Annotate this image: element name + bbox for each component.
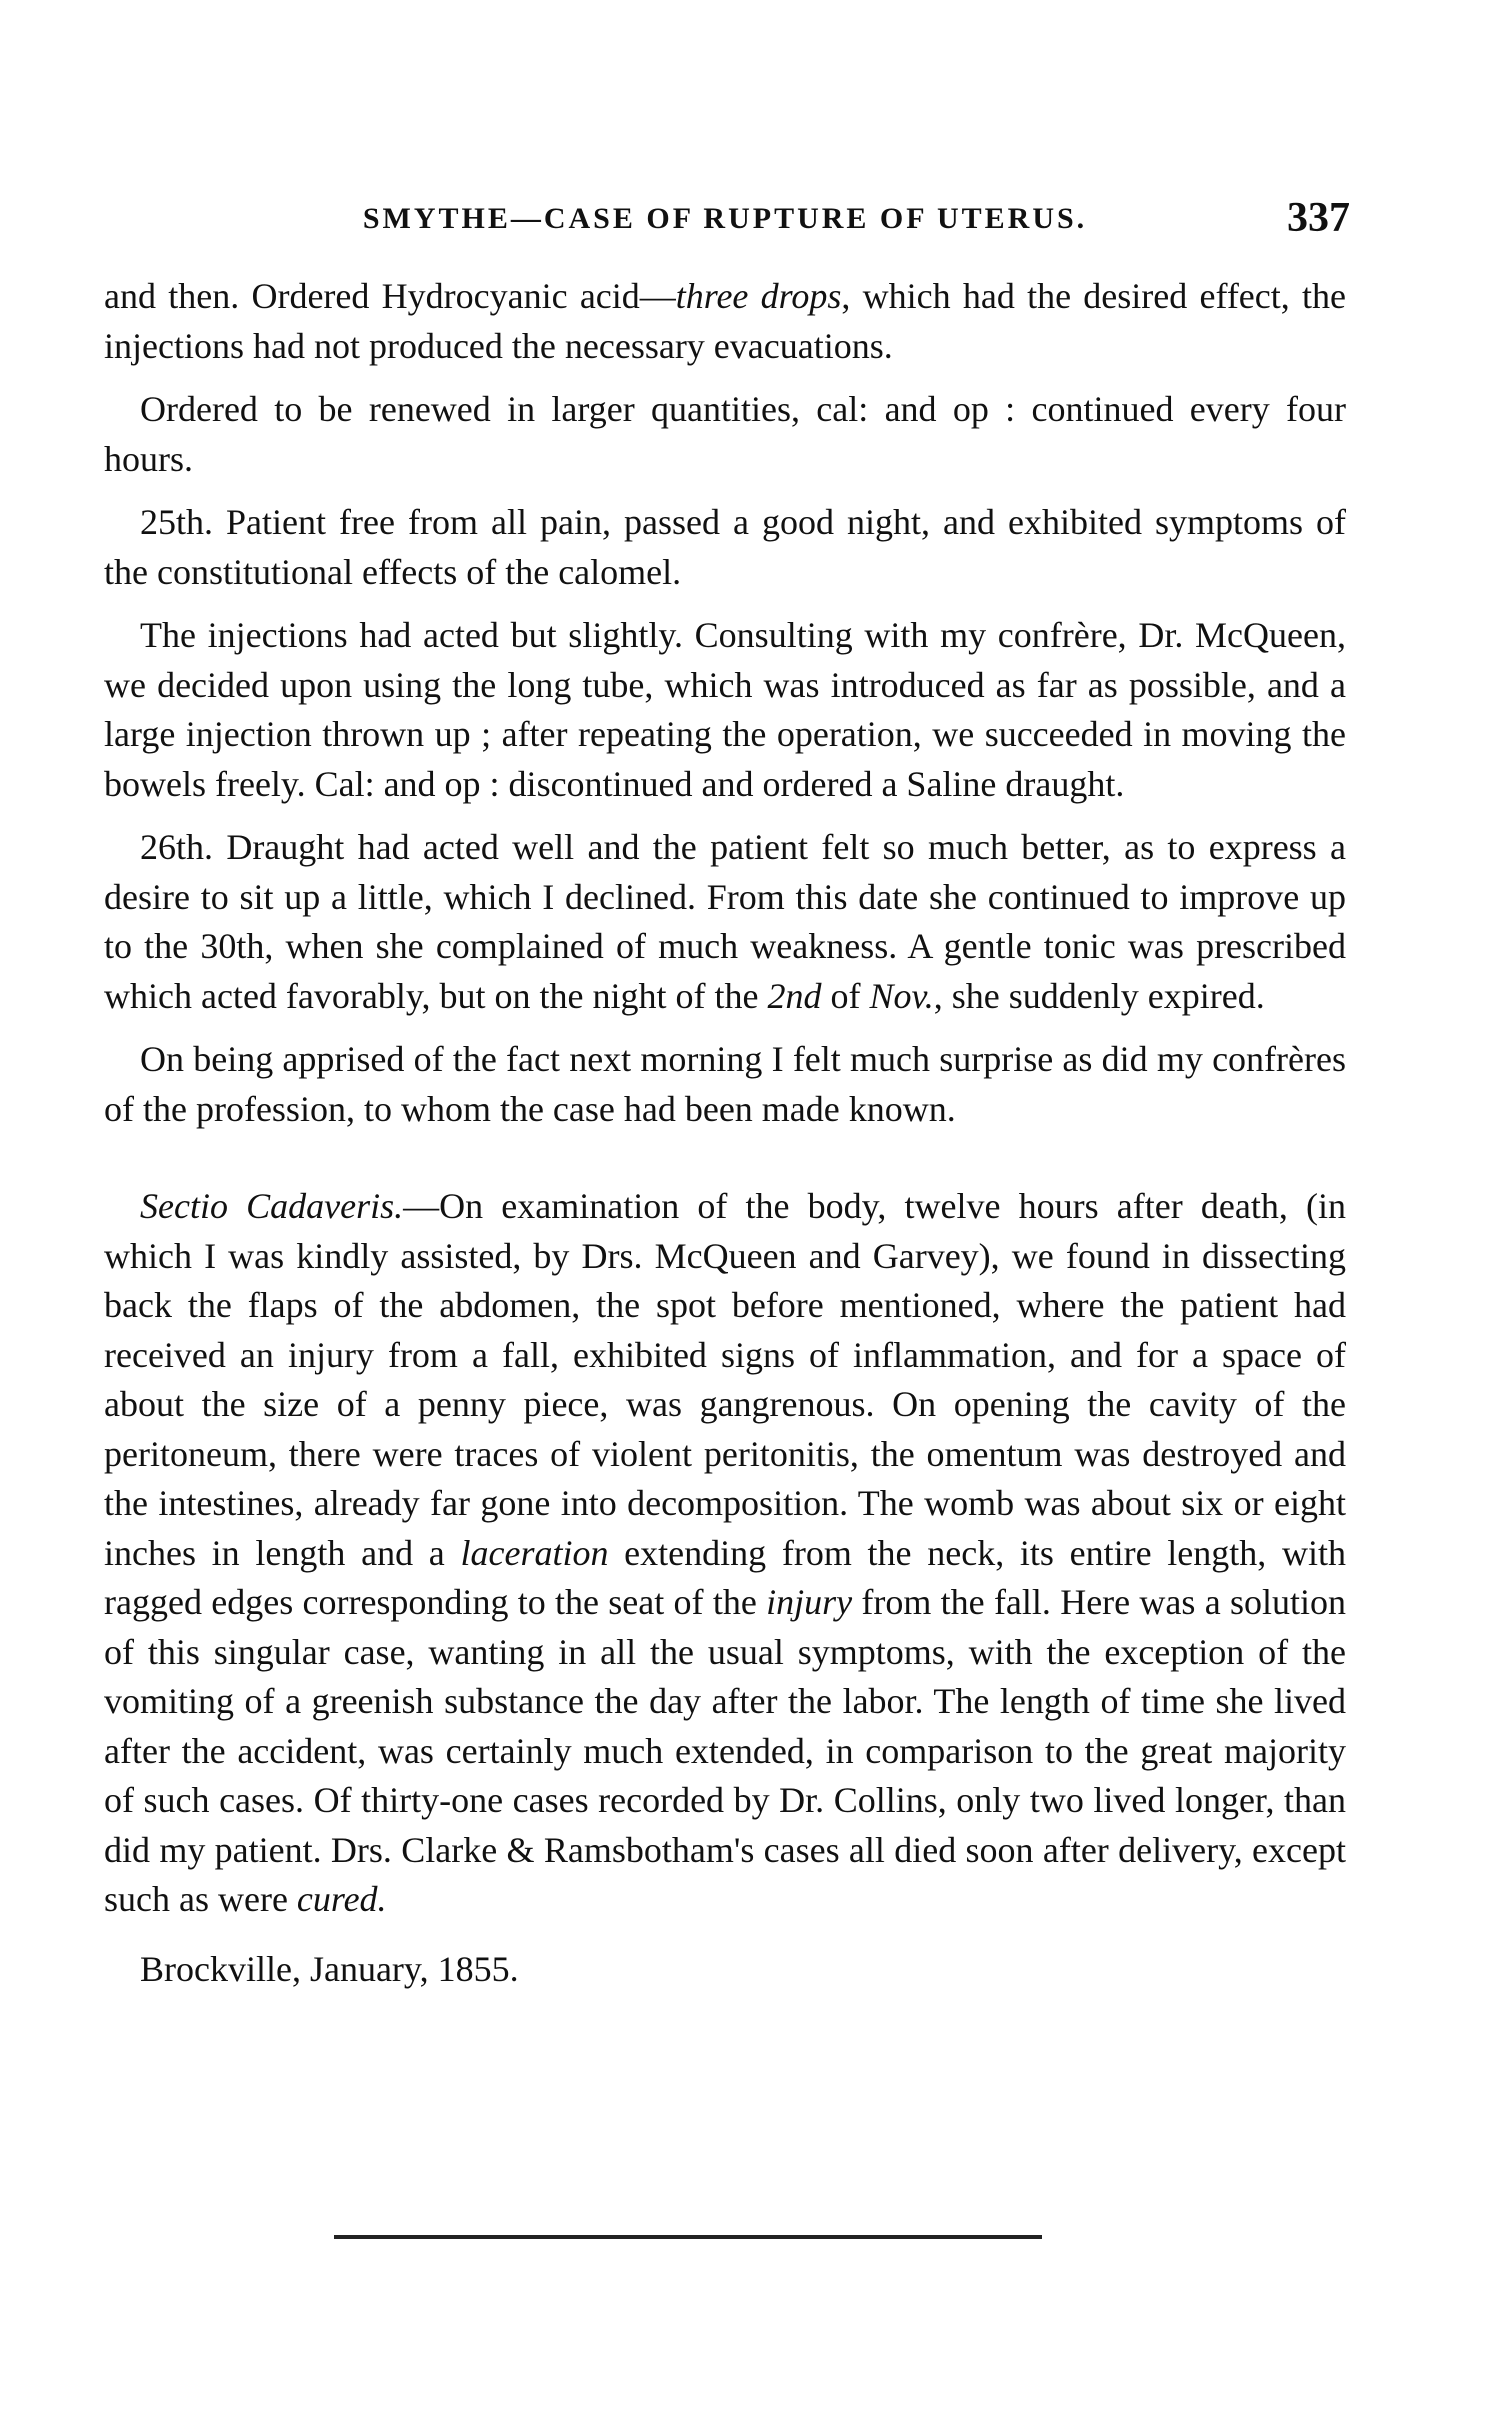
- running-title: SMYTHE—CASE OF RUPTURE OF UTERUS.: [362, 202, 1088, 235]
- paragraph-26th: [104, 823, 1346, 1021]
- page-number: 337: [1287, 195, 1350, 241]
- section-end-rule: [334, 2235, 1042, 2239]
- paragraph-text: —On examination of the body, twelve hours after death, (in which I was kindly assisted, by Drs. McQueen and Garvey), we found in dissecting back the flaps of the abdomen, the spot before mentioned, where the patient had received an injury from a fall, exhibited signs of inflammation, and for a space of about the size of a penny piece, was gangrenous. On opening the cavity of the peritoneum, there were traces of violent peritonitis, the omentum was destroyed and the intestines, already far gone into decomposition. The womb was about six or eight inches in length and a: [104, 1186, 1347, 1573]
- document-page: [104, 190, 1350, 1994]
- paragraph-text: of: [821, 975, 870, 1016]
- paragraph-25th: 25th. Patient free from all pain, passed a good night, and exhibited symptoms of the constitutional effects of the calomel.: [104, 502, 1346, 592]
- italic-text: laceration: [460, 1532, 609, 1573]
- paragraph-surprise: On being apprised of the fact next morning I felt much surprise as did my confrères of the profession, to whom the case had been made known.: [104, 1039, 1346, 1129]
- italic-text: three drops: [675, 276, 842, 316]
- italic-text: 2nd: [767, 975, 822, 1016]
- italic-text: cured.: [296, 1879, 387, 1919]
- paragraph-text: , she suddenly expired.: [933, 975, 1265, 1016]
- running-header: [104, 190, 1350, 250]
- italic-text: Nov.: [869, 975, 934, 1016]
- paragraph-continuation: [104, 272, 1346, 371]
- paragraph-injections: The injections had acted but slightly. Consulting with my confrère, Dr. McQueen, we decided upon using the long tube, which was introduced as far as possible, and a large injection thrown up ; after repeating the operation, we succeeded in moving the bowels freely. Cal: and op : discontinued and ordered a Saline draught.: [104, 615, 1346, 804]
- paragraph-renewed-order: Ordered to be renewed in larger quantities, cal: and op : continued every four hours.: [104, 389, 1346, 479]
- place-date-signoff: Brockville, January, 1855.: [140, 1948, 519, 1989]
- paragraph-sectio-cadaveris: [104, 1182, 1346, 1925]
- paragraph-text: from the fall. Here was a solution of this singular case, wanting in all the usual symptoms, with the exception of the vomiting of a greenish substance the day after the labor. The length of time she lived after the accident, was certainly much extended, in comparison to the great majority of such cases. Of thirty-one cases recorded by Dr. Collins, only two lived longer, than did my patient. Drs. Clarke & Ramsbotham's cases all died soon after delivery, except such as were: [104, 1582, 1346, 1919]
- paragraph-text: and then. Ordered Hydrocyanic acid—: [104, 276, 676, 316]
- paragraph-text: , which had the desired effect, the injections had not produced the necessary evacuations.: [104, 276, 1346, 366]
- paragraph-text: extending from the neck, its entire length, with ragged edges corresponding to the seat of the: [104, 1532, 1346, 1622]
- italic-text: injury: [766, 1582, 853, 1622]
- paragraph-text: 26th. Draught had acted well and the patient felt so much better, as to express a desire to sit up a little, which I declined. From this date she continued to improve up to the 30th, when she complained of much weakness. A gentle tonic was prescribed which acted favorably, but on the night of the: [104, 827, 1346, 1016]
- section-heading: Sectio Cadaveris.: [140, 1186, 404, 1226]
